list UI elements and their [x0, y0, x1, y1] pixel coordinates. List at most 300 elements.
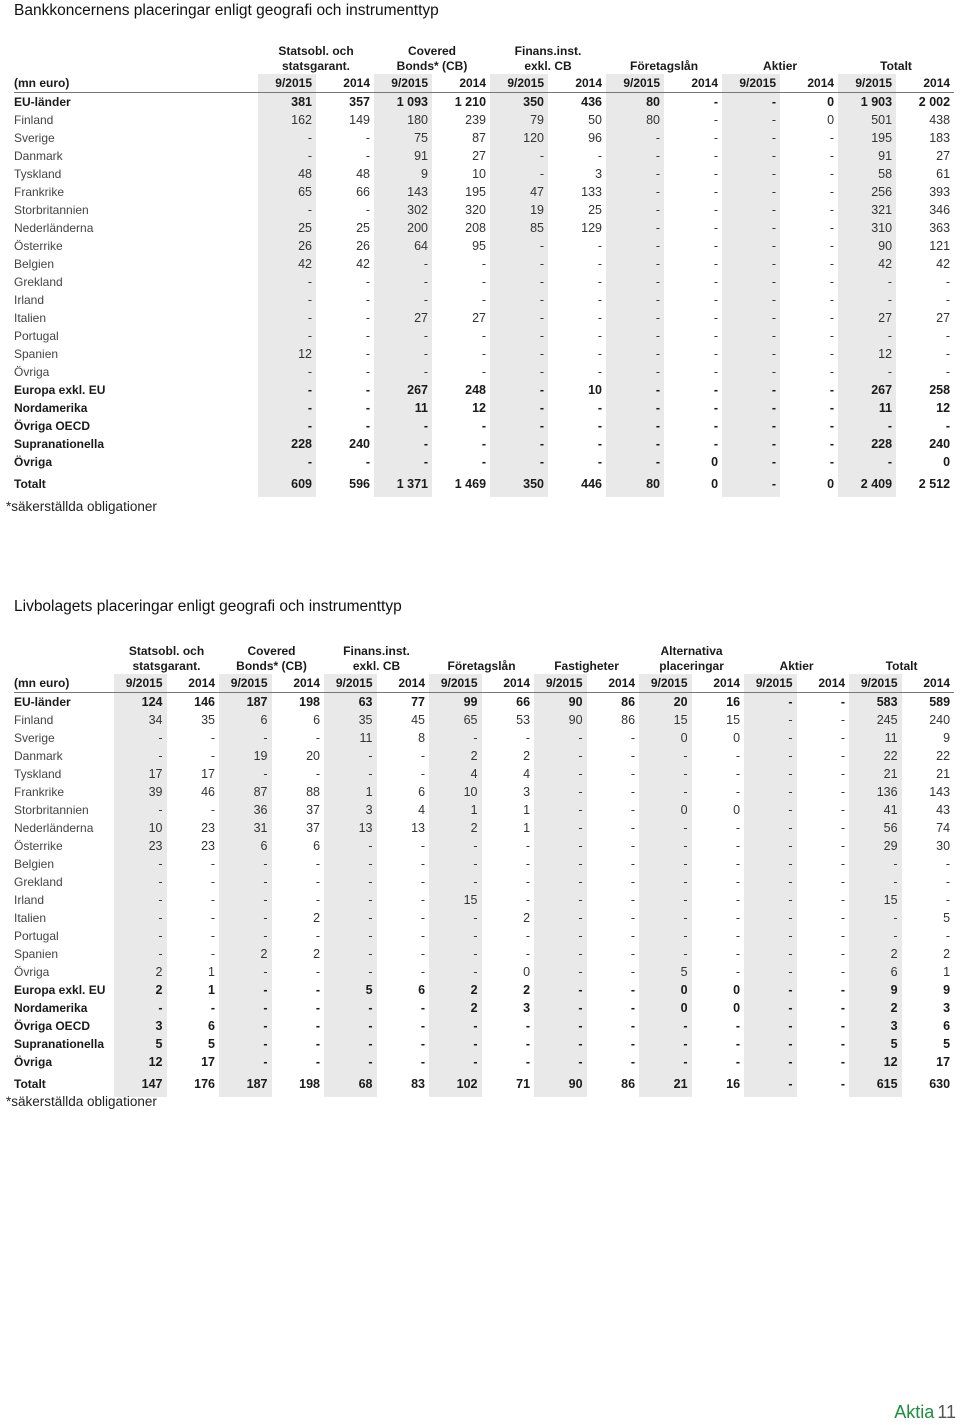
table-cell: -: [735, 965, 741, 979]
group-header: [429, 638, 534, 674]
table-cell: 320: [465, 203, 487, 217]
row-label: Frankrike: [14, 785, 65, 799]
table-row: [14, 147, 954, 165]
table-cell: 66: [516, 695, 531, 709]
group-header: [258, 38, 374, 74]
table-cell: -: [210, 857, 215, 871]
table-cell: -: [534, 891, 587, 909]
table-cell: -: [840, 1055, 846, 1069]
life-placements-table: [14, 638, 954, 1097]
row-label: Portugal: [14, 929, 59, 943]
period-header: 2014: [587, 674, 640, 693]
table-cell: -: [639, 765, 692, 783]
table-cell: -: [606, 435, 664, 453]
group-header-line2: Aktier: [763, 59, 798, 73]
table-cell: -: [324, 1017, 377, 1035]
table-cell: -: [365, 311, 370, 325]
row-label: Tyskland: [14, 767, 62, 781]
table-cell: -: [490, 327, 548, 345]
table-cell: 16: [726, 1077, 741, 1091]
table-cell: 22: [849, 747, 902, 765]
period-header: 9/2015: [114, 674, 167, 693]
table-cell: 302: [374, 201, 432, 219]
table-cell: -: [639, 819, 692, 837]
row-label: Österrike: [14, 239, 63, 253]
table-cell: -: [630, 929, 636, 943]
table-cell: 22: [936, 749, 951, 763]
table-cell: -: [713, 437, 719, 451]
period-header: 9/2015: [490, 74, 548, 93]
period-header: 2014: [780, 74, 838, 93]
table-row: [14, 453, 954, 471]
unit-label: (mn euro): [14, 74, 258, 93]
table-cell: -: [744, 927, 797, 945]
table-cell: -: [829, 437, 835, 451]
table-cell: -: [525, 1055, 531, 1069]
table-cell: -: [114, 945, 167, 963]
table-cell: -: [722, 147, 780, 165]
table-cell: -: [735, 1019, 741, 1033]
table-cell: -: [258, 201, 316, 219]
table-cell: -: [744, 783, 797, 801]
table-cell: 4: [429, 765, 482, 783]
table-cell: -: [597, 239, 603, 253]
table-cell: -: [744, 711, 797, 729]
table-cell: -: [114, 909, 167, 927]
row-label: Grekland: [14, 275, 63, 289]
table-cell: -: [838, 327, 896, 345]
table-cell: 1: [429, 801, 482, 819]
table-cell: 258: [929, 383, 951, 397]
table-cell: -: [420, 767, 426, 781]
table-cell: -: [630, 983, 636, 997]
table-row: [14, 765, 954, 783]
table-cell: -: [534, 729, 587, 747]
table-cell: 10: [429, 783, 482, 801]
table-cell: -: [374, 291, 432, 309]
table-cell: 77: [411, 695, 426, 709]
table-row: [14, 291, 954, 309]
table-cell: -: [744, 801, 797, 819]
table-cell: 3: [523, 1001, 531, 1015]
table-cell: 0: [943, 455, 951, 469]
table-cell: 2 512: [918, 477, 951, 491]
table-cell: 589: [929, 695, 951, 709]
table-cell: 23: [114, 837, 167, 855]
table-cell: 86: [621, 1077, 636, 1091]
table-cell: -: [630, 839, 636, 853]
table-cell: 121: [929, 239, 951, 253]
table-cell: 346: [929, 203, 951, 217]
table-cell: -: [735, 929, 741, 943]
row-label: Portugal: [14, 329, 59, 343]
row-label: Tyskland: [14, 167, 62, 181]
table-cell: 21: [936, 767, 951, 781]
table-cell: -: [713, 149, 719, 163]
table-cell: -: [840, 839, 846, 853]
table-cell: -: [114, 999, 167, 1017]
table-cell: 27: [838, 309, 896, 327]
group-header-line2: statsgarant.: [281, 59, 351, 73]
table-cell: -: [490, 147, 548, 165]
table-cell: -: [744, 747, 797, 765]
table-cell: -: [258, 399, 316, 417]
table-cell: -: [713, 419, 719, 433]
table-cell: -: [374, 435, 432, 453]
group-header-line1: Finans.inst.: [343, 644, 410, 658]
table-cell: -: [365, 347, 370, 361]
group-header: [490, 38, 606, 74]
table-cell: -: [315, 875, 321, 889]
table-cell: -: [219, 981, 272, 999]
group-header-line2: Totalt: [885, 659, 918, 673]
table-cell: 42: [258, 255, 316, 273]
row-label: Nederländerna: [14, 821, 94, 835]
table-cell: 27: [936, 149, 951, 163]
table-cell: -: [829, 221, 835, 235]
table-cell: -: [735, 767, 741, 781]
table-cell: 5: [943, 911, 951, 925]
table-cell: -: [722, 471, 780, 497]
table-cell: -: [219, 1053, 272, 1071]
row-label: Övriga OECD: [14, 419, 91, 433]
table-cell: 310: [838, 219, 896, 237]
table-cell: 2: [429, 981, 482, 999]
table-cell: -: [315, 767, 321, 781]
table-cell: 6: [219, 837, 272, 855]
table-cell: -: [829, 167, 835, 181]
table-cell: 45: [411, 713, 426, 727]
table-cell: -: [258, 363, 316, 381]
table-cell: 9: [374, 165, 432, 183]
table-cell: -: [210, 731, 215, 745]
table-row: [14, 873, 954, 891]
table-cell: -: [324, 945, 377, 963]
table-cell: -: [840, 1001, 846, 1015]
table-row: [14, 327, 954, 345]
table-cell: 228: [838, 435, 896, 453]
table-cell: -: [429, 855, 482, 873]
table-cell: -: [315, 857, 321, 871]
group-header-line2: exkl. CB: [524, 59, 572, 73]
table-cell: -: [315, 1019, 321, 1033]
row-label: Övriga: [14, 1055, 53, 1069]
table-cell: -: [490, 255, 548, 273]
table-cell: -: [324, 873, 377, 891]
table-cell: -: [534, 837, 587, 855]
table-cell: 120: [490, 129, 548, 147]
table-cell: -: [534, 999, 587, 1017]
group-header-line1: Alternativa: [660, 644, 723, 658]
table-cell: -: [744, 693, 797, 712]
table-cell: -: [744, 909, 797, 927]
table-cell: 5: [208, 1037, 215, 1051]
table-cell: -: [722, 93, 780, 112]
table-cell: 90: [534, 711, 587, 729]
table-row: [14, 693, 954, 712]
row-label: Övriga OECD: [14, 1019, 91, 1033]
table-cell: -: [840, 785, 846, 799]
table-cell: -: [606, 147, 664, 165]
table-cell: 36: [219, 801, 272, 819]
table-cell: 35: [201, 713, 215, 727]
table-cell: -: [420, 857, 426, 871]
row-label: Nordamerika: [14, 401, 88, 415]
table-cell: 83: [411, 1077, 426, 1091]
table-cell: 1: [523, 803, 531, 817]
table-cell: -: [829, 293, 835, 307]
table-cell: 12: [849, 1053, 902, 1071]
table-cell: -: [324, 999, 377, 1017]
table-cell: -: [639, 945, 692, 963]
table-cell: 615: [849, 1071, 902, 1097]
table-cell: -: [639, 927, 692, 945]
table-cell: 87: [219, 783, 272, 801]
table-cell: 1 093: [374, 93, 432, 112]
table-cell: -: [606, 453, 664, 471]
table-cell: -: [114, 801, 167, 819]
table-cell: -: [219, 963, 272, 981]
bank-table-title: Bankkoncernens placeringar enligt geografi och instrumenttyp: [14, 2, 439, 19]
row-label: Storbritannien: [14, 203, 89, 217]
row-label: Italien: [14, 911, 47, 925]
table-cell: -: [840, 713, 846, 727]
table-cell: 30: [936, 839, 951, 853]
group-header-row: [14, 638, 954, 674]
table-cell: -: [735, 875, 741, 889]
table-cell: -: [429, 909, 482, 927]
table-cell: -: [490, 237, 548, 255]
table-cell: -: [365, 293, 370, 307]
table-cell: 583: [849, 693, 902, 712]
table-cell: -: [597, 455, 603, 469]
table-cell: 46: [201, 785, 215, 799]
row-label: Finland: [14, 713, 54, 727]
table-cell: -: [713, 329, 719, 343]
period-header: 2014: [692, 674, 745, 693]
table-cell: -: [525, 947, 531, 961]
table-cell: -: [219, 927, 272, 945]
table-cell: -: [722, 111, 780, 129]
table-cell: -: [365, 131, 370, 145]
table-cell: -: [838, 291, 896, 309]
table-cell: -: [735, 749, 741, 763]
table-cell: -: [525, 731, 531, 745]
table-cell: -: [481, 293, 487, 307]
group-header-line2: Aktier: [779, 659, 814, 673]
table-cell: -: [365, 383, 370, 397]
row-label: Totalt: [14, 477, 46, 491]
table-cell: 71: [516, 1077, 531, 1091]
table-cell: 438: [929, 113, 951, 127]
table-cell: -: [735, 857, 741, 871]
group-header-line2: Företagslån: [630, 59, 699, 73]
table-cell: 1 469: [454, 477, 487, 491]
table-cell: 17: [114, 765, 167, 783]
table-cell: 17: [201, 767, 215, 781]
table-cell: 41: [849, 801, 902, 819]
period-header: 9/2015: [219, 674, 272, 693]
table-cell: 79: [490, 111, 548, 129]
table-cell: -: [630, 1001, 636, 1015]
period-header: 2014: [664, 74, 722, 93]
bank-placements-table: [14, 38, 954, 497]
table-cell: -: [735, 947, 741, 961]
table-cell: 350: [490, 471, 548, 497]
table-cell: 10: [114, 819, 167, 837]
table-cell: 5: [324, 981, 377, 999]
table-cell: 91: [838, 147, 896, 165]
table-cell: 1 371: [374, 471, 432, 497]
table-cell: -: [219, 873, 272, 891]
period-header: 2014: [272, 674, 325, 693]
table-cell: 16: [726, 695, 741, 709]
table-cell: 4: [418, 803, 426, 817]
table-cell: -: [219, 855, 272, 873]
table-cell: 37: [306, 803, 321, 817]
table-cell: -: [258, 327, 316, 345]
table-cell: -: [324, 765, 377, 783]
table-cell: 47: [490, 183, 548, 201]
period-header: 2014: [482, 674, 535, 693]
table-cell: -: [639, 1017, 692, 1035]
table-cell: -: [630, 947, 636, 961]
table-cell: -: [597, 437, 603, 451]
life-table-footnote: *säkerställda obligationer: [6, 1094, 157, 1109]
table-cell: -: [324, 837, 377, 855]
table-cell: -: [210, 1001, 215, 1015]
table-cell: 3: [595, 167, 603, 181]
table-cell: 10: [472, 167, 487, 181]
table-cell: -: [722, 273, 780, 291]
table-cell: -: [525, 893, 531, 907]
table-cell: -: [606, 417, 664, 435]
table-row: [14, 855, 954, 873]
table-cell: -: [210, 749, 215, 763]
table-cell: -: [630, 1019, 636, 1033]
table-cell: -: [534, 981, 587, 999]
table-cell: -: [219, 891, 272, 909]
table-cell: 56: [849, 819, 902, 837]
table-cell: 1 210: [454, 95, 487, 109]
table-cell: 8: [418, 731, 426, 745]
period-header: 9/2015: [722, 74, 780, 93]
table-cell: -: [429, 1017, 482, 1035]
table-cell: 2 002: [918, 95, 951, 109]
table-cell: -: [606, 255, 664, 273]
table-cell: -: [829, 329, 835, 343]
table-cell: -: [722, 255, 780, 273]
table-cell: -: [849, 855, 902, 873]
table-cell: -: [838, 363, 896, 381]
table-cell: -: [429, 945, 482, 963]
table-cell: 183: [929, 131, 951, 145]
table-cell: -: [744, 855, 797, 873]
table-row: [14, 237, 954, 255]
table-cell: 42: [936, 257, 951, 271]
table-cell: 446: [581, 477, 603, 491]
row-label: Europa exkl. EU: [14, 383, 106, 397]
table-cell: 3: [849, 1017, 902, 1035]
group-header-line2: Bonds* (CB): [236, 659, 307, 673]
table-cell: 0: [639, 729, 692, 747]
table-cell: -: [744, 1035, 797, 1053]
table-cell: -: [630, 767, 636, 781]
table-cell: -: [525, 929, 531, 943]
table-cell: 96: [588, 131, 603, 145]
table-cell: 29: [849, 837, 902, 855]
table-cell: -: [210, 893, 215, 907]
table-cell: -: [481, 275, 487, 289]
table-row: [14, 891, 954, 909]
table-row: [14, 1017, 954, 1035]
table-cell: 64: [374, 237, 432, 255]
table-cell: 240: [349, 437, 370, 451]
table-cell: 11: [838, 399, 896, 417]
table-cell: -: [534, 747, 587, 765]
table-row: [14, 711, 954, 729]
table-cell: 74: [936, 821, 951, 835]
table-cell: 162: [258, 111, 316, 129]
table-cell: -: [258, 291, 316, 309]
table-cell: 0: [711, 455, 719, 469]
table-cell: -: [219, 999, 272, 1017]
table-cell: 363: [929, 221, 951, 235]
table-cell: 15: [849, 891, 902, 909]
table-cell: -: [420, 947, 426, 961]
table-cell: 267: [838, 381, 896, 399]
table-cell: -: [597, 347, 603, 361]
row-label: Danmark: [14, 749, 63, 763]
group-header: [374, 38, 490, 74]
table-cell: -: [365, 401, 370, 415]
table-cell: -: [744, 765, 797, 783]
table-cell: 21: [849, 765, 902, 783]
table-cell: -: [713, 221, 719, 235]
table-cell: -: [606, 219, 664, 237]
table-cell: -: [525, 857, 531, 871]
table-cell: 6: [943, 1019, 951, 1033]
table-cell: 187: [219, 693, 272, 712]
table-cell: -: [258, 381, 316, 399]
table-cell: 5: [849, 1035, 902, 1053]
table-cell: 357: [349, 95, 370, 109]
table-cell: 17: [201, 1055, 215, 1069]
table-cell: 3: [523, 785, 531, 799]
table-cell: -: [534, 801, 587, 819]
table-cell: 5: [114, 1035, 167, 1053]
table-cell: 6: [313, 839, 321, 853]
table-cell: -: [606, 237, 664, 255]
table-cell: 39: [114, 783, 167, 801]
table-cell: 75: [374, 129, 432, 147]
table-cell: 80: [606, 471, 664, 497]
row-label: Irland: [14, 893, 45, 907]
table-cell: 48: [356, 167, 370, 181]
group-header: [838, 38, 954, 74]
row-label: Övriga: [14, 365, 50, 379]
group-header-line1: Covered: [247, 644, 296, 658]
table-cell: -: [490, 273, 548, 291]
table-cell: -: [114, 927, 167, 945]
table-cell: 0: [711, 477, 719, 491]
table-cell: -: [744, 891, 797, 909]
table-cell: -: [829, 185, 835, 199]
table-cell: -: [744, 981, 797, 999]
row-label: EU-länder: [14, 695, 71, 709]
table-cell: 43: [936, 803, 951, 817]
table-cell: 0: [639, 801, 692, 819]
